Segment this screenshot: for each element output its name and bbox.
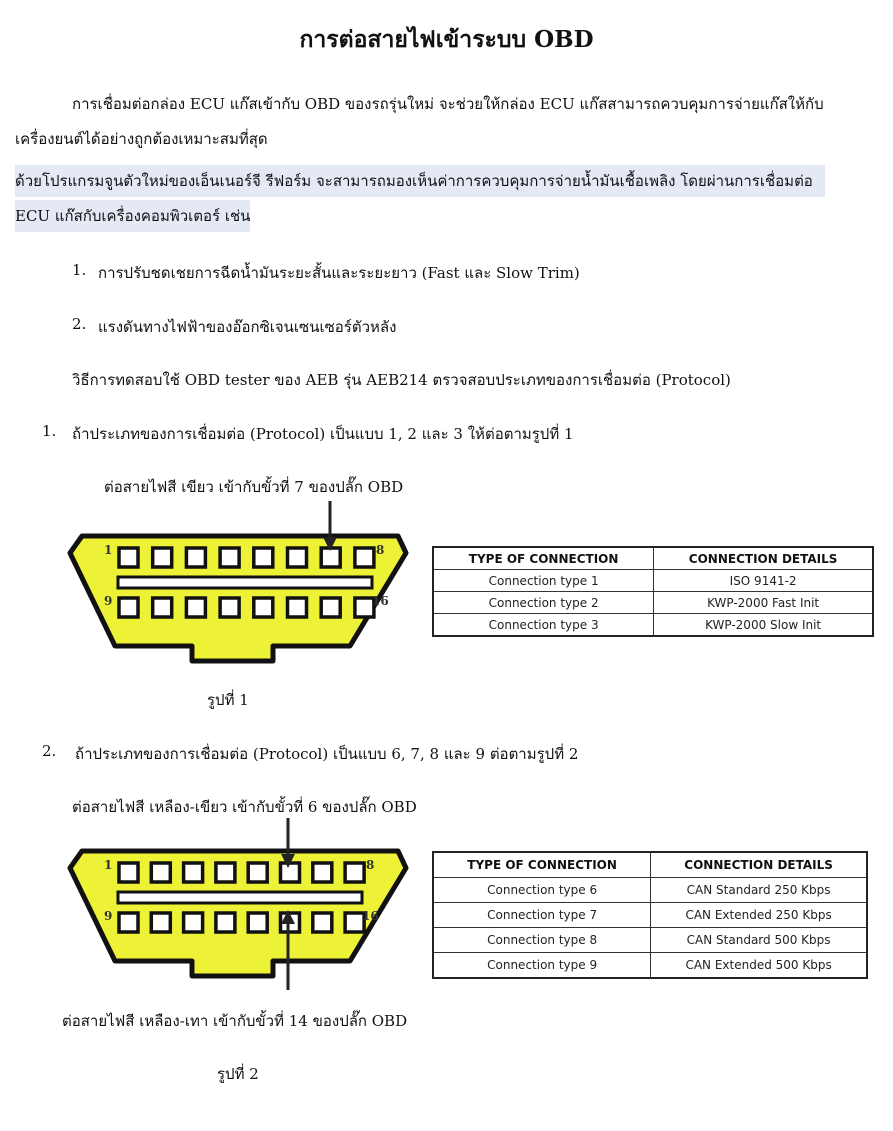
table-cell: Connection type 3 <box>433 614 654 637</box>
feature-2-text: แรงดันทางไฟฟ้าของอ๊อกซิเจนเซนเซอร์ตัวหลัง <box>98 318 397 336</box>
case-2-wire-bottom-label: ต่อสายไฟสี เหลือง-เทา เข้ากับขั้วที่ 14 ของปลั๊ก OBD <box>62 1012 408 1030</box>
pin-11 <box>184 913 203 932</box>
table-cell: Connection type 9 <box>433 953 651 979</box>
test-method: วิธีการทดสอบใช้ OBD tester ของ AEB รุ่น AEB214 ตรวจสอบประเภทของการเชื่อมต่อ (Protocol) <box>72 371 731 389</box>
pin-15 <box>313 913 332 932</box>
table-cell: Connection type 2 <box>433 592 654 614</box>
pin-9 <box>119 913 138 932</box>
pin-1 <box>119 548 138 567</box>
case-1-wire-label: ต่อสายไฟสี เขียว เข้ากับขั้วที่ 7 ของปลั๊ก OBD <box>104 478 404 496</box>
case-1-number: 1. <box>42 422 57 440</box>
connector-slot <box>118 892 362 903</box>
pin-9 <box>119 598 138 617</box>
pin-3 <box>184 863 203 882</box>
pin-12 <box>220 598 239 617</box>
pin-2 <box>151 863 170 882</box>
case-2-heading: ถ้าประเภทของการเชื่อมต่อ (Protocol) เป็นแบบ 6, 7, 8 และ 9 ต่อตามรูปที่ 2 <box>75 745 579 763</box>
pin-label-16: 16 <box>362 909 379 923</box>
pin-15 <box>321 598 340 617</box>
intro-line-3: ด้วยโปรแกรมจูนตัวใหม่ของเอ็นเนอร์จี รีฟอร์ม จะสามารถมองเห็นค่าการควบคุมการจ่ายน้ำมันเชื้อเพลิง โดยผ่านการเชื่อมต่อ <box>15 165 825 197</box>
obd-connector-figure-2 <box>68 810 408 950</box>
connection-table-1 <box>432 546 874 637</box>
table-cell: Connection type 1 <box>433 570 654 592</box>
table-cell: CAN Standard 250 Kbps <box>651 878 867 903</box>
table-cell: KWP-2000 Slow Init <box>654 614 873 637</box>
pin-6 <box>281 863 300 882</box>
case-2-number: 2. <box>42 742 57 760</box>
feature-1-number: 1. <box>72 261 87 279</box>
obd-connector-figure-1 <box>68 495 408 635</box>
table-cell: Connection type 7 <box>433 903 651 928</box>
pin-7 <box>321 548 340 567</box>
pin-2 <box>153 548 172 567</box>
table-header: TYPE OF CONNECTION <box>433 547 654 570</box>
table-cell: ISO 9141-2 <box>654 570 873 592</box>
pin-label-9: 9 <box>104 594 113 608</box>
pin-label-16: 16 <box>372 594 389 608</box>
table-row <box>433 928 867 953</box>
pin-label-1: 1 <box>104 858 113 872</box>
table-header: CONNECTION DETAILS <box>651 852 867 878</box>
table-cell: KWP-2000 Fast Init <box>654 592 873 614</box>
pin-6 <box>288 548 307 567</box>
case-2-wire-top-label: ต่อสายไฟสี เหลือง-เขียว เข้ากับขั้วที่ 6 ของปลั๊ก OBD <box>72 798 417 816</box>
table-row <box>433 903 867 928</box>
intro-line-1: การเชื่อมต่อกล่อง ECU แก๊สเข้ากับ OBD ของรถรุ่นใหม่ จะช่วยให้กล่อง ECU แก๊สสามารถควบคุมการจ่ายแก๊สให้กับ <box>72 95 824 113</box>
pin-10 <box>151 913 170 932</box>
pin-label-1: 1 <box>104 543 113 557</box>
table-row <box>433 878 867 903</box>
pin-label-9: 9 <box>104 909 113 923</box>
table-row <box>433 592 873 614</box>
pin-4 <box>216 863 235 882</box>
feature-2-number: 2. <box>72 315 87 333</box>
table-cell: CAN Extended 250 Kbps <box>651 903 867 928</box>
figure-1-caption: รูปที่ 1 <box>207 691 249 709</box>
figure-2-caption: รูปที่ 2 <box>217 1065 259 1083</box>
case-1-heading: ถ้าประเภทของการเชื่อมต่อ (Protocol) เป็นแบบ 1, 2 และ 3 ให้ต่อตามรูปที่ 1 <box>72 425 574 443</box>
pin-12 <box>216 913 235 932</box>
table-header: CONNECTION DETAILS <box>654 547 873 570</box>
pin-3 <box>186 548 205 567</box>
table-row <box>433 614 873 637</box>
pin-label-8: 8 <box>366 858 375 872</box>
intro-line-2: เครื่องยนต์ได้อย่างถูกต้องเหมาะสมที่สุด <box>15 130 268 148</box>
pin-5 <box>248 863 267 882</box>
pin-8 <box>355 548 374 567</box>
pin-13 <box>254 598 273 617</box>
pin-1 <box>119 863 138 882</box>
pin-label-8: 8 <box>376 543 385 557</box>
pin-11 <box>186 598 205 617</box>
table-header: TYPE OF CONNECTION <box>433 852 651 878</box>
table-cell: CAN Standard 500 Kbps <box>651 928 867 953</box>
table-cell: CAN Extended 500 Kbps <box>651 953 867 979</box>
connection-table-2 <box>432 851 868 979</box>
pin-5 <box>254 548 273 567</box>
table-cell: Connection type 8 <box>433 928 651 953</box>
page-title: การต่อสายไฟเข้าระบบ OBD <box>299 26 594 53</box>
pin-8 <box>345 863 364 882</box>
pin-10 <box>153 598 172 617</box>
feature-1-text: การปรับชดเชยการฉีดน้ำมันระยะสั้นและระยะยาว (Fast และ Slow Trim) <box>98 264 580 282</box>
pin-14 <box>288 598 307 617</box>
table-row <box>433 570 873 592</box>
table-row <box>433 953 867 979</box>
intro-line-4: ECU แก๊สกับเครื่องคอมพิวเตอร์ เช่น <box>15 200 250 232</box>
pin-4 <box>220 548 239 567</box>
connector-slot <box>118 577 372 588</box>
pin-13 <box>248 913 267 932</box>
pin-7 <box>313 863 332 882</box>
table-cell: Connection type 6 <box>433 878 651 903</box>
